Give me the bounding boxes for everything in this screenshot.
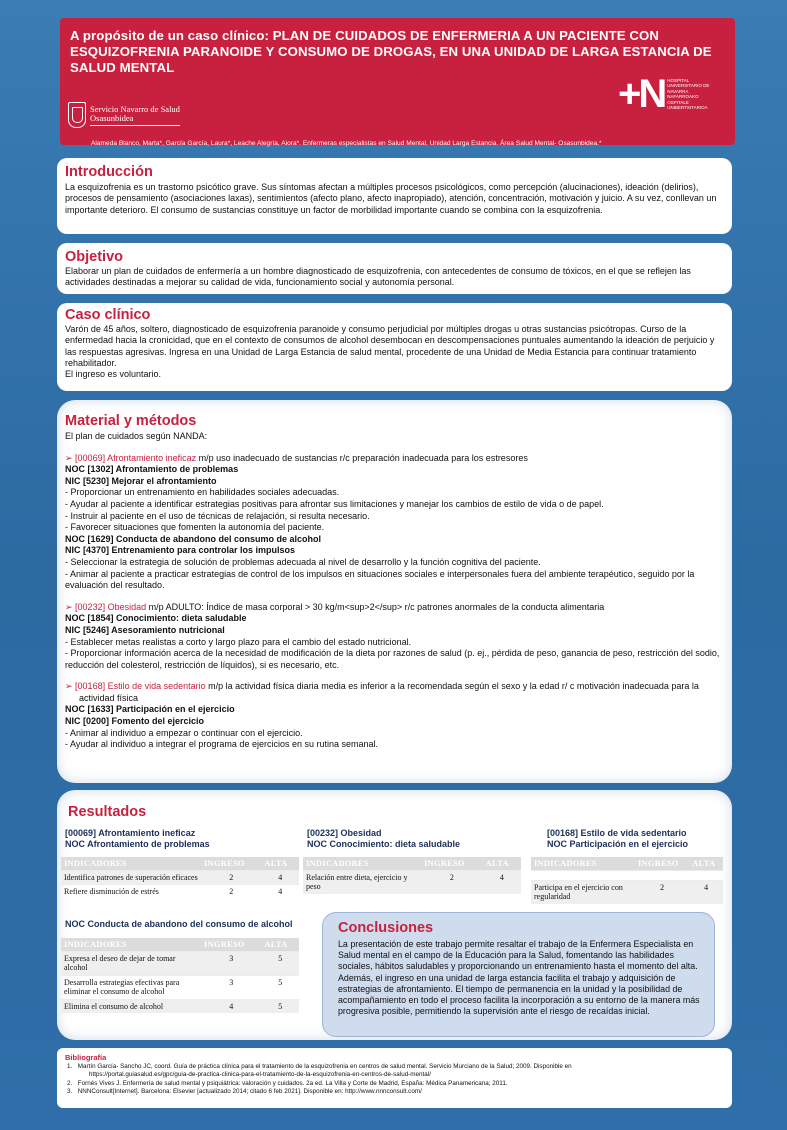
col-ingreso: INGRESO <box>201 938 261 951</box>
t3-h2: NOC Participación en el ejercicio <box>547 839 689 849</box>
dx1-code: [00069] Afrontamiento ineficaz <box>75 452 197 463</box>
arrow-icon: ➢ <box>65 681 76 692</box>
poster-title: A propósito de un caso clínico: PLAN DE CUIDADOS DE ENFERMERIA A UN PACIENTE CON ESQUIZOFRENIA PARANOIDE Y CONSUMO DE DROGAS, EN UNA UNIDAD DE LARGA ESTANCIA DE SALUD MENTAL <box>70 28 712 75</box>
dx2-a2: - Proporcionar información acerca de la necesidad de modificación de la dieta por razones de salud (p. ej., pérdida de peso, ganancia de peso, restricción del sodio, reducción del colesterol, restricción de líquidos), si es necesario, etc. <box>65 648 720 670</box>
dx1-a4: - Favorecer situaciones que fomenten la autonomía del paciente. <box>65 522 325 533</box>
logo-right-text: HOSPITAL UNIVERSITARIO DE NAVARRA NAFARROAKO OSPITALE UNIBERTSITARIOA <box>667 77 710 110</box>
table-alcohol <box>61 938 299 1013</box>
cell-indicador: Participa en el ejercicio con regularidad <box>531 880 635 904</box>
ref-number: 2. <box>67 1079 73 1087</box>
table-row <box>531 880 723 904</box>
ref-number: 1. <box>67 1063 73 1070</box>
dx2-nic1: NIC [5246] Asesoramiento nutricional <box>65 624 225 635</box>
ref-link[interactable]: https://portal.guiasalud.es/gpc/guia-de-practica-clinica-para-el-tratamiento-de-la-esquizofrenia-en-centros-de-salud-mental/ <box>89 1071 431 1079</box>
dx1-a2: - Ayudar al paciente a identificar estrategias positivas para afrontar sus limitaciones y manejar los cambios de estilo de vida o de papel. <box>65 498 604 509</box>
col-indicadores: INDICADORES <box>303 857 421 870</box>
cell-alta: 5 <box>261 951 299 975</box>
t1-heading <box>65 828 210 850</box>
table-obesidad <box>303 857 521 894</box>
dx3-a2: - Ayudar al individuo a integrar el programa de ejercicios en su rutina semanal. <box>65 739 379 750</box>
section-caso-clinico <box>57 303 732 391</box>
table-row <box>531 870 723 880</box>
table-row <box>61 999 299 1013</box>
dx3-a1: - Animar al individuo a empezar o continuar con el ejercicio. <box>65 727 303 738</box>
dx3-code: [00168] Estilo de vida sedentario <box>75 681 206 692</box>
section-bibliografia <box>57 1048 732 1108</box>
ref-number: 3. <box>67 1087 73 1095</box>
dx2-a1: - Establecer metas realistas a corto y largo plazo para el cambio del estado nutricional. <box>65 636 412 647</box>
intro-title: Introducción <box>65 164 153 180</box>
col-ingreso: INGRESO <box>635 857 689 870</box>
conclusiones-title: Conclusiones <box>338 920 434 936</box>
t3-heading <box>547 828 688 850</box>
col-indicadores: INDICADORES <box>61 938 201 951</box>
cell-indicador: Refiere disminución de estrés <box>61 885 201 899</box>
cell-ingreso: 2 <box>201 870 261 885</box>
cell-indicador: Expresa el deseo de dejar de tomar alcohol <box>61 951 201 975</box>
cell-ingreso: 2 <box>201 885 261 899</box>
objetivo-text: Elaborar un plan de cuidados de enfermería a un hombre diagnosticado de esquizofrenia, con antecedentes de consumo de tóxicos, en el que se reflejen las actividades destinadas a mejorar su calidad de vida, funcionamiento social y autonomía personal. <box>65 266 691 288</box>
material-intro: El plan de cuidados según NANDA: <box>65 431 208 441</box>
table-row <box>61 975 299 999</box>
col-indicadores: INDICADORES <box>61 857 201 870</box>
dx1-nic2: NIC [4370] Entrenamiento para controlar los impulsos <box>65 545 296 556</box>
cell-indicador: Identifica patrones de superación eficaces <box>61 870 201 885</box>
list-item <box>67 1080 727 1088</box>
cell-ingreso: 4 <box>201 999 261 1013</box>
caso-text: Varón de 45 años, soltero, diagnosticado de esquizofrenia paranoide y consumo perjudicial por múltiples drogas u otras sustancias psicótropas. Curso de la enfermedad hacia la cronicidad, que en el contexto de consumos de alcohol desembocan en descompensaciones puntuales aumentando la ideación de perjuicio y las respuestas agresivas. Ingresa en una Unidad de Larga Estancia de salud mental, procedente de una Unidad de Media Estancia para continuar tratamiento rehabilitador. <box>65 324 715 368</box>
cell-indicador: Elimina el consumo de alcohol <box>61 999 201 1013</box>
logo-left-line1: Servicio Navarro de Salud <box>90 103 180 114</box>
col-ingreso: INGRESO <box>421 857 483 870</box>
section-material-metodos <box>57 400 732 783</box>
cell-ingreso: 3 <box>201 975 261 999</box>
table-row <box>303 870 521 894</box>
ref-text: Martín García- Sancho JC, coord. Guía de práctica clínica para el tratamiento de la esquizofrenia en centros de salud mental. Servicio Murciano de la Salud; 2009. Disponible en <box>77 1063 572 1070</box>
plus-n-icon: +N <box>618 72 665 116</box>
bibliografia-list <box>67 1063 727 1096</box>
dx1-noc2: NOC [1629] Conducta de abandono del consumo de alcohol <box>65 533 322 544</box>
col-indicadores: INDICADORES <box>531 857 635 870</box>
table-row <box>61 870 299 885</box>
dx2-noc1: NOC [1854] Conocimiento: dieta saludable <box>65 613 247 624</box>
table-row <box>61 951 299 975</box>
authors: Alameda Blanco, Marta*, García García, Laura*, Leache Alegría, Aiora*. Enfermeras especialistas en Salud Mental. Unidad Larga Estancia. Área Salud Mental- Osasunbidea.* <box>91 140 602 147</box>
dx1-nic1: NIC [5230] Mejorar el afrontamiento <box>65 475 217 486</box>
objetivo-title: Objetivo <box>65 249 124 265</box>
t2-h2: NOC Conocimiento: dieta saludable <box>307 839 461 849</box>
arrow-icon: ➢ <box>65 452 76 463</box>
resultados-title: Resultados <box>68 804 147 820</box>
dx1-a1: - Proporcionar un entrenamiento en habilidades sociales adecuadas. <box>65 487 340 498</box>
cell-alta: 5 <box>261 975 299 999</box>
t1-h2: NOC Afrontamiento de problemas <box>65 839 210 849</box>
t3-h1: [00168] Estilo de vida sedentario <box>547 828 687 838</box>
dx3-nic1: NIC [0200] Fomento del ejercicio <box>65 716 205 727</box>
col-alta: ALTA <box>689 857 723 870</box>
crest-icon <box>68 102 86 128</box>
logo-left-line2: Osasunbidea <box>90 112 134 123</box>
t4-h1: NOC Conducta de abandono del consumo de alcohol <box>65 919 293 929</box>
col-alta: ALTA <box>261 857 299 870</box>
cell-indicador: Desarrolla estrategias efectivas para eliminar el consumo de alcohol <box>61 975 201 999</box>
material-title: Material y métodos <box>65 413 197 429</box>
dx1-a6: - Animar al paciente a practicar estrategias de control de los impulsos en situaciones sociales e interpersonales fuera del ambiente terapéutico, seguido por la evaluación del resultado. <box>65 568 695 591</box>
list-item <box>67 1063 727 1080</box>
poster-header <box>60 18 735 145</box>
col-ingreso: INGRESO <box>201 857 261 870</box>
conclusiones-text: La presentación de este trabajo permite resaltar el trabajo de la Enfermera Especialista en Salud mental en el campo de la Educación para la Salud, fomentando las habilidades sociales, hábitos saludables y proporcionando un entrenamiento hasta el momento del alta. Además, el ingreso en una unidad de larga estancia facilita el trabajo y adquisición de estrategias de afrontamiento. El tiempo de permanencia en la unidad y la posibilidad de acompañamiento en todo el proceso facilita la incorporación a su entorno de la manera más progresiva posible, permitiendo la supervisión ante el riesgo de recaídas inicial. <box>338 939 700 1017</box>
dx1-noc1: NOC [1302] Afrontamiento de problemas <box>65 464 239 475</box>
cell-indicador: Relación entre dieta, ejercicio y peso <box>303 870 421 894</box>
ref-text: Fornés Vives J. Enfermería de salud mental y psiquiátrica: valoración y cuidados. 2a ed. La Villa y Corte de Madrid, España: Médica Panamericana; 2011. <box>77 1079 508 1087</box>
caso-text2: El ingreso es voluntario. <box>65 369 162 380</box>
cell-alta: 4 <box>689 880 723 904</box>
bibliografia-title: Bibliografía <box>65 1053 107 1062</box>
t1-h1: [00069] Afrontamiento ineficaz <box>65 828 196 838</box>
cell-ingreso: 3 <box>201 951 261 975</box>
dx2-rest: m/p ADULTO: Índice de masa corporal > 30 kg/m<sup>2</sup> r/c patrones anormales de la conducta alimentaria <box>146 601 605 612</box>
table-row <box>61 885 299 899</box>
cell-alta: 5 <box>261 999 299 1013</box>
section-conclusiones <box>322 912 715 1037</box>
section-introduccion <box>57 158 732 234</box>
logo-servicio-navarro <box>68 102 180 128</box>
table-sedentario <box>531 857 723 904</box>
dx3-rest: m/p la actividad física diaria media es inferior a la recomendada según el sexo y la edad r/ c motivación inadecuada para la actividad física <box>79 681 699 703</box>
cell-ingreso: 2 <box>421 870 483 894</box>
col-alta: ALTA <box>483 857 521 870</box>
ref-text: NNNConsult[Internet]. Barcelona: Elsevier [actualizado 2014; citado 6 feb 2021]. Disponible en: http://www.nnnconsult.com/ <box>77 1087 422 1095</box>
dx1-a3: - Instruir al paciente en el uso de técnicas de relajación, si resulta necesario. <box>65 510 370 521</box>
logo-hospital <box>618 74 711 114</box>
intro-text: La esquizofrenia es un trastorno psicótico grave. Sus síntomas afectan a múltiples procesos psicológicos, como percepción (alucinaciones), ideación (delirios), procesos de pensamiento (asociaciones laxas), sentimientos (afecto plano, afecto inapropiado), atención, concentración, motivación y juicio. A su vez, conllevan un importante deterioro. El consumo de sustancias constituye un factor de morbilidad importante cuando se combina con la esquizofrenia. <box>65 182 717 215</box>
section-objetivo <box>57 243 732 294</box>
arrow-icon: ➢ <box>65 601 76 612</box>
t2-h1: [00232] Obesidad <box>307 828 382 838</box>
cell-alta: 4 <box>261 885 299 899</box>
caso-title: Caso clínico <box>65 307 151 323</box>
cell-alta: 4 <box>483 870 521 894</box>
dx1-a5: - Seleccionar la estrategia de solución de problemas adecuada al nivel de desarrollo y la función cognitiva del paciente. <box>65 556 541 567</box>
cell-ingreso: 2 <box>635 880 689 904</box>
dx3-noc1: NOC [1633] Participación en el ejercicio <box>65 704 235 715</box>
col-alta: ALTA <box>261 938 299 951</box>
dx2-code: [00232] Obesidad <box>75 601 147 612</box>
table-afrontamiento <box>61 857 299 899</box>
dx1-rest: m/p uso inadecuado de sustancias r/c preparación inadecuada para los estresores <box>196 452 528 463</box>
cell-alta: 4 <box>261 870 299 885</box>
list-item <box>67 1088 727 1096</box>
t2-heading <box>307 828 460 850</box>
